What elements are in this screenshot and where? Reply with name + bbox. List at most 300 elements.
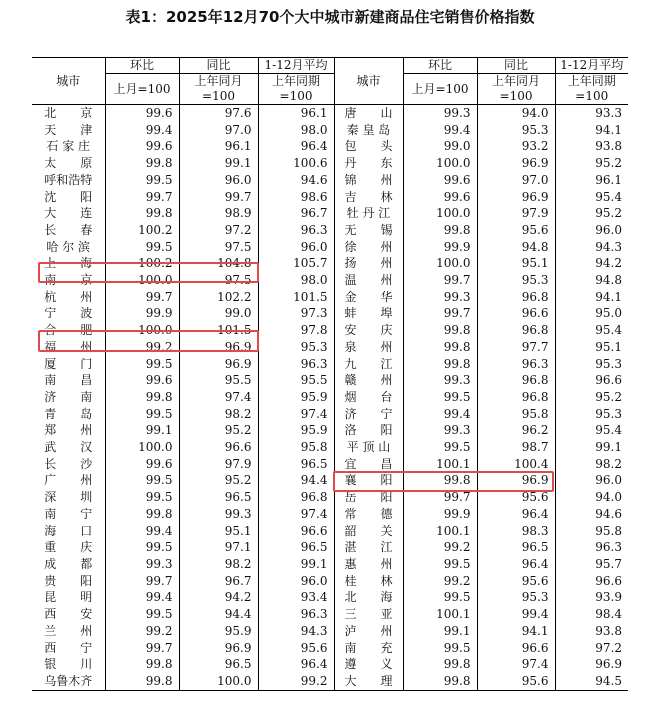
yoy-right-cell: 97.9: [477, 205, 555, 222]
table-row: [32, 589, 628, 606]
city-left-cell: 济 南: [44, 389, 93, 404]
avg-right-cell: 95.4: [555, 189, 628, 206]
yoy-right-cell: 96.9: [477, 472, 555, 489]
city-left-cell: 西 宁: [44, 640, 93, 655]
table-title: 表1：2025年12月70个大中城市新建商品住宅销售价格指数: [125, 8, 535, 26]
mom-left-cell: 100.0: [105, 322, 179, 339]
mom-right-cell: 99.5: [403, 589, 477, 606]
city-left-cell: 福 州: [44, 339, 93, 354]
avg-right-cell: 95.3: [555, 406, 628, 423]
avg-left-cell: 95.3: [258, 339, 334, 356]
mom-left-cell: 99.2: [105, 339, 179, 356]
city-left-cell: 成 都: [44, 556, 93, 571]
yoy-right-cell: 96.3: [477, 356, 555, 373]
mom-right-cell: 99.4: [403, 406, 477, 423]
mom-left-cell: 99.7: [105, 289, 179, 306]
yoy-left-cell: 97.9: [179, 456, 258, 473]
avg-right-cell: 94.6: [555, 506, 628, 523]
yoy-right-cell: 94.1: [477, 623, 555, 640]
yoy-header-left: 同比: [179, 58, 258, 74]
mom-header-left: 环比: [105, 58, 179, 74]
city-header-left: 城市: [32, 58, 105, 105]
city-left-cell: 郑 州: [44, 423, 93, 438]
table-row: [32, 222, 628, 239]
avg-right-cell: 94.1: [555, 122, 628, 139]
avg-left-cell: 96.5: [258, 539, 334, 556]
avg-left-cell: 95.8: [258, 439, 334, 456]
city-right-cell: 湛 江: [334, 539, 403, 556]
avg-left-cell: 98.0: [258, 272, 334, 289]
yoy-right-cell: 94.0: [477, 105, 555, 122]
avg-right-cell: 93.8: [555, 138, 628, 155]
avg-left-cell: 98.0: [258, 122, 334, 139]
avg-right-cell: 96.6: [555, 372, 628, 389]
avg-right-cell: 96.9: [555, 656, 628, 673]
city-right-cell: 金 华: [334, 289, 403, 306]
yoy-left-cell: 97.0: [179, 122, 258, 139]
table-row: [32, 422, 628, 439]
avg-header-right: 1-12月平均: [555, 58, 628, 74]
yoy-sub2-right: =100: [477, 89, 555, 105]
mom-left-cell: 99.4: [105, 122, 179, 139]
mom-right-cell: 100.0: [403, 155, 477, 172]
city-left-cell: 武 汉: [44, 440, 93, 455]
mom-right-cell: 99.9: [403, 239, 477, 256]
city-header-right: 城市: [334, 58, 403, 105]
yoy-right-cell: 99.4: [477, 606, 555, 623]
avg-left-cell: 96.1: [258, 105, 334, 122]
mom-left-cell: 99.2: [105, 623, 179, 640]
mom-left-cell: 99.5: [105, 356, 179, 373]
yoy-left-cell: 101.5: [179, 322, 258, 339]
city-right-cell: 烟 台: [334, 389, 403, 406]
table-row: [32, 523, 628, 540]
avg-right-cell: 93.9: [555, 589, 628, 606]
yoy-left-cell: 96.0: [179, 172, 258, 189]
avg-left-cell: 96.0: [258, 573, 334, 590]
avg-left-cell: 97.4: [258, 506, 334, 523]
city-left-cell: 杭 州: [44, 289, 93, 304]
yoy-left-cell: 95.5: [179, 372, 258, 389]
mom-right-cell: 100.1: [403, 456, 477, 473]
city-right-cell: 南 充: [334, 640, 403, 657]
city-right-cell: 洛 阳: [334, 422, 403, 439]
table-row: [32, 439, 628, 456]
mom-right-cell: 99.3: [403, 105, 477, 122]
city-right-cell: 岳 阳: [334, 489, 403, 506]
yoy-left-cell: 99.1: [179, 155, 258, 172]
table-row: [32, 289, 628, 306]
city-right-cell: 三 亚: [334, 606, 403, 623]
avg-right-cell: 95.0: [555, 305, 628, 322]
mom-right-cell: 99.8: [403, 222, 477, 239]
table-row: [32, 372, 628, 389]
yoy-right-cell: 95.1: [477, 255, 555, 272]
avg-left-cell: 96.6: [258, 523, 334, 540]
avg-right-cell: 96.6: [555, 573, 628, 590]
mom-sub-right: 上月=100: [403, 74, 477, 105]
city-right-cell: 丹 东: [334, 155, 403, 172]
mom-left-cell: 99.4: [105, 523, 179, 540]
yoy-right-cell: 95.3: [477, 122, 555, 139]
mom-left-cell: 99.8: [105, 506, 179, 523]
city-left-cell: 青 岛: [44, 406, 93, 421]
city-left-cell: 厦 门: [44, 356, 93, 371]
yoy-left-cell: 97.4: [179, 389, 258, 406]
mom-right-cell: 99.8: [403, 356, 477, 373]
avg-left-cell: 94.3: [258, 623, 334, 640]
city-right-cell: 徐 州: [334, 239, 403, 256]
yoy-right-cell: 96.6: [477, 640, 555, 657]
avg-right-cell: 98.2: [555, 456, 628, 473]
yoy-right-cell: 96.8: [477, 322, 555, 339]
avg-left-cell: 95.5: [258, 372, 334, 389]
yoy-right-cell: 96.9: [477, 189, 555, 206]
mom-right-cell: 99.3: [403, 372, 477, 389]
yoy-left-cell: 96.5: [179, 489, 258, 506]
yoy-right-cell: 98.3: [477, 523, 555, 540]
mom-left-cell: 99.5: [105, 539, 179, 556]
mom-right-cell: 99.6: [403, 189, 477, 206]
avg-left-cell: 96.5: [258, 456, 334, 473]
city-left-cell: 兰 州: [44, 623, 93, 638]
avg-left-cell: 96.3: [258, 606, 334, 623]
yoy-right-cell: 96.6: [477, 305, 555, 322]
yoy-left-cell: 95.2: [179, 422, 258, 439]
avg-right-cell: 96.3: [555, 539, 628, 556]
avg-left-cell: 99.1: [258, 556, 334, 573]
table-row: [32, 556, 628, 573]
yoy-right-cell: 96.4: [477, 506, 555, 523]
yoy-left-cell: 95.9: [179, 623, 258, 640]
avg-left-cell: 94.4: [258, 472, 334, 489]
avg-left-cell: 97.3: [258, 305, 334, 322]
avg-right-cell: 99.1: [555, 439, 628, 456]
mom-left-cell: 99.6: [105, 372, 179, 389]
city-right-cell: 泸 州: [334, 623, 403, 640]
city-right-cell: 扬 州: [334, 255, 403, 272]
yoy-right-cell: 94.8: [477, 239, 555, 256]
yoy-left-cell: 96.9: [179, 339, 258, 356]
avg-left-cell: 96.0: [258, 239, 334, 256]
avg-left-cell: 94.6: [258, 172, 334, 189]
avg-right-cell: 98.4: [555, 606, 628, 623]
avg-right-cell: 96.1: [555, 172, 628, 189]
mom-right-cell: 100.0: [403, 255, 477, 272]
yoy-right-cell: 95.6: [477, 222, 555, 239]
mom-right-cell: 99.7: [403, 305, 477, 322]
mom-left-cell: 99.6: [105, 456, 179, 473]
yoy-right-cell: 96.8: [477, 289, 555, 306]
mom-left-cell: 99.8: [105, 673, 179, 690]
city-left-cell: 南 昌: [44, 373, 93, 388]
table-row: [32, 356, 628, 373]
avg-right-cell: 95.1: [555, 339, 628, 356]
yoy-right-cell: 97.7: [477, 339, 555, 356]
mom-right-cell: 99.4: [403, 122, 477, 139]
avg-left-cell: 97.4: [258, 406, 334, 423]
yoy-right-cell: 97.0: [477, 172, 555, 189]
city-right-cell: 蚌 埠: [334, 305, 403, 322]
yoy-left-cell: 95.2: [179, 472, 258, 489]
mom-right-cell: 100.1: [403, 523, 477, 540]
table-row: [32, 656, 628, 673]
table-row: [32, 122, 628, 139]
table-row: [32, 155, 628, 172]
mom-left-cell: 99.5: [105, 489, 179, 506]
city-left-cell: 呼和浩特: [44, 172, 93, 187]
avg-left-cell: 95.6: [258, 640, 334, 657]
avg-right-cell: 95.4: [555, 322, 628, 339]
yoy-right-cell: 96.5: [477, 539, 555, 556]
table-row: [32, 539, 628, 556]
city-right-cell: 济 宁: [334, 406, 403, 423]
yoy-right-cell: 96.8: [477, 389, 555, 406]
yoy-right-cell: 97.4: [477, 656, 555, 673]
yoy-header-right: 同比: [477, 58, 555, 74]
mom-right-cell: 99.5: [403, 556, 477, 573]
yoy-left-cell: 102.2: [179, 289, 258, 306]
city-right-cell: 襄 阳: [334, 472, 403, 489]
table-row: [32, 105, 628, 122]
table-row: [32, 673, 628, 690]
mom-left-cell: 99.7: [105, 573, 179, 590]
avg-left-cell: 96.3: [258, 222, 334, 239]
yoy-right-cell: 96.4: [477, 556, 555, 573]
city-left-cell: 南 京: [44, 273, 93, 288]
avg-left-cell: 101.5: [258, 289, 334, 306]
avg-sub1-left: 上年同期: [258, 74, 334, 90]
mom-left-cell: 99.1: [105, 422, 179, 439]
table-row: [32, 138, 628, 155]
city-left-cell: 哈 尔 滨: [46, 239, 91, 254]
mom-right-cell: 99.1: [403, 623, 477, 640]
yoy-left-cell: 95.1: [179, 523, 258, 540]
city-right-cell: 吉 林: [334, 189, 403, 206]
city-left-cell: 石 家 庄: [46, 139, 91, 154]
table-row: [32, 305, 628, 322]
city-left-cell: 西 安: [44, 607, 93, 622]
mom-right-cell: 99.7: [403, 272, 477, 289]
table-row: [32, 189, 628, 206]
mom-left-cell: 99.6: [105, 105, 179, 122]
yoy-sub1-right: 上年同月: [477, 74, 555, 90]
city-right-cell: 大 理: [334, 673, 403, 690]
mom-right-cell: 99.5: [403, 640, 477, 657]
yoy-right-cell: 95.6: [477, 673, 555, 690]
mom-left-cell: 99.8: [105, 205, 179, 222]
city-left-cell: 沈 阳: [44, 189, 93, 204]
mom-left-cell: 99.4: [105, 589, 179, 606]
table-row: [32, 623, 628, 640]
city-right-cell: 包 头: [334, 138, 403, 155]
table-row: [32, 239, 628, 256]
avg-right-cell: 95.4: [555, 422, 628, 439]
yoy-sub1-left: 上年同月: [179, 74, 258, 90]
yoy-left-cell: 99.0: [179, 305, 258, 322]
avg-left-cell: 98.6: [258, 189, 334, 206]
city-left-cell: 长 沙: [44, 456, 93, 471]
table-row: [32, 606, 628, 623]
mom-left-cell: 99.5: [105, 406, 179, 423]
avg-left-cell: 95.9: [258, 389, 334, 406]
table-row: [32, 205, 628, 222]
mom-sub-left: 上月=100: [105, 74, 179, 105]
table-row: [32, 406, 628, 423]
highlight-box-yichang: [333, 471, 554, 492]
yoy-left-cell: 94.2: [179, 589, 258, 606]
city-right-cell: 九 江: [334, 356, 403, 373]
mom-left-cell: 100.0: [105, 439, 179, 456]
yoy-right-cell: 95.6: [477, 573, 555, 590]
mom-right-cell: 99.3: [403, 422, 477, 439]
yoy-left-cell: 96.7: [179, 573, 258, 590]
yoy-left-cell: 97.5: [179, 239, 258, 256]
mom-right-cell: 99.8: [403, 322, 477, 339]
yoy-left-cell: 98.2: [179, 556, 258, 573]
avg-right-cell: 95.2: [555, 155, 628, 172]
mom-left-cell: 99.5: [105, 606, 179, 623]
avg-left-cell: 96.4: [258, 656, 334, 673]
table-row: [32, 573, 628, 590]
yoy-left-cell: 96.9: [179, 356, 258, 373]
city-left-cell: 贵 阳: [44, 573, 93, 588]
yoy-left-cell: 99.3: [179, 506, 258, 523]
yoy-right-cell: 93.2: [477, 138, 555, 155]
mom-right-cell: 100.0: [403, 205, 477, 222]
mom-right-cell: 99.5: [403, 389, 477, 406]
avg-right-cell: 95.3: [555, 356, 628, 373]
avg-left-cell: 95.9: [258, 422, 334, 439]
mom-right-cell: 99.8: [403, 472, 477, 489]
table-row: [32, 389, 628, 406]
city-right-cell: 温 州: [334, 272, 403, 289]
city-right-cell: 韶 关: [334, 523, 403, 540]
city-right-cell: 锦 州: [334, 172, 403, 189]
mom-left-cell: 99.7: [105, 189, 179, 206]
yoy-left-cell: 99.7: [179, 189, 258, 206]
avg-right-cell: 96.0: [555, 472, 628, 489]
yoy-left-cell: 97.5: [179, 272, 258, 289]
yoy-right-cell: 95.3: [477, 589, 555, 606]
city-right-cell: 北 海: [334, 589, 403, 606]
mom-right-cell: 99.7: [403, 489, 477, 506]
avg-left-cell: 96.8: [258, 489, 334, 506]
mom-left-cell: 99.9: [105, 305, 179, 322]
mom-right-cell: 99.8: [403, 673, 477, 690]
yoy-left-cell: 97.1: [179, 539, 258, 556]
avg-sub2-right: =100: [555, 89, 628, 105]
city-right-cell: 唐 山: [334, 105, 403, 122]
avg-left-cell: 96.4: [258, 138, 334, 155]
mom-right-cell: 100.1: [403, 606, 477, 623]
yoy-left-cell: 98.2: [179, 406, 258, 423]
avg-right-cell: 95.8: [555, 523, 628, 540]
city-left-cell: 天 津: [44, 122, 93, 137]
city-left-cell: 北 京: [44, 106, 93, 120]
table-row: [32, 506, 628, 523]
avg-sub1-right: 上年同期: [555, 74, 628, 90]
highlight-box-hefei: [38, 330, 259, 352]
yoy-left-cell: 97.6: [179, 105, 258, 122]
yoy-left-cell: 96.5: [179, 656, 258, 673]
yoy-left-cell: 96.6: [179, 439, 258, 456]
price-index-table: [32, 57, 628, 691]
mom-right-cell: 99.8: [403, 656, 477, 673]
yoy-left-cell: 97.2: [179, 222, 258, 239]
city-right-cell: 秦 皇 岛: [334, 122, 403, 139]
avg-right-cell: 95.2: [555, 389, 628, 406]
city-left-cell: 南 宁: [44, 506, 93, 521]
yoy-left-cell: 96.9: [179, 640, 258, 657]
city-left-cell: 广 州: [44, 473, 93, 488]
mom-right-cell: 99.8: [403, 339, 477, 356]
avg-right-cell: 94.0: [555, 489, 628, 506]
city-left-cell: 大 连: [44, 206, 93, 221]
mom-left-cell: 99.8: [105, 155, 179, 172]
mom-left-cell: 99.6: [105, 138, 179, 155]
mom-left-cell: 99.5: [105, 472, 179, 489]
table-row: [32, 172, 628, 189]
mom-left-cell: 99.7: [105, 640, 179, 657]
yoy-right-cell: 98.7: [477, 439, 555, 456]
yoy-sub2-left: =100: [179, 89, 258, 105]
mom-right-cell: 99.9: [403, 506, 477, 523]
mom-header-right: 环比: [403, 58, 477, 74]
city-left-cell: 重 庆: [44, 540, 93, 555]
city-left-cell: 海 口: [44, 523, 93, 538]
avg-left-cell: 105.7: [258, 255, 334, 272]
mom-right-cell: 99.2: [403, 573, 477, 590]
mom-left-cell: 100.0: [105, 272, 179, 289]
avg-left-cell: 93.4: [258, 589, 334, 606]
avg-header-left: 1-12月平均: [258, 58, 334, 74]
mom-left-cell: 100.2: [105, 222, 179, 239]
avg-right-cell: 97.2: [555, 640, 628, 657]
city-left-cell: 合 肥: [44, 323, 93, 338]
yoy-right-cell: 96.2: [477, 422, 555, 439]
city-left-cell: 深 圳: [44, 490, 93, 505]
city-right-cell: 惠 州: [334, 556, 403, 573]
city-right-cell: 常 德: [334, 506, 403, 523]
avg-left-cell: 96.3: [258, 356, 334, 373]
yoy-left-cell: 104.8: [179, 255, 258, 272]
city-right-cell: 遵 义: [334, 656, 403, 673]
city-right-cell: 无 锡: [334, 222, 403, 239]
mom-right-cell: 99.5: [403, 439, 477, 456]
city-right-cell: 平 顶 山: [334, 439, 403, 456]
yoy-right-cell: 96.8: [477, 372, 555, 389]
avg-right-cell: 94.5: [555, 673, 628, 690]
mom-right-cell: 99.3: [403, 289, 477, 306]
city-right-cell: 赣 州: [334, 372, 403, 389]
avg-left-cell: 100.6: [258, 155, 334, 172]
city-left-cell: 银 川: [44, 657, 93, 672]
avg-right-cell: 95.2: [555, 205, 628, 222]
yoy-right-cell: 100.4: [477, 456, 555, 473]
avg-right-cell: 94.3: [555, 239, 628, 256]
city-left-cell: 乌鲁木齐: [32, 673, 105, 690]
city-left-cell: 太 原: [44, 156, 93, 171]
avg-right-cell: 93.8: [555, 623, 628, 640]
mom-left-cell: 99.5: [105, 172, 179, 189]
avg-left-cell: 96.7: [258, 205, 334, 222]
yoy-right-cell: 95.3: [477, 272, 555, 289]
avg-right-cell: 94.8: [555, 272, 628, 289]
avg-right-cell: 94.2: [555, 255, 628, 272]
mom-right-cell: 99.6: [403, 172, 477, 189]
yoy-left-cell: 98.9: [179, 205, 258, 222]
